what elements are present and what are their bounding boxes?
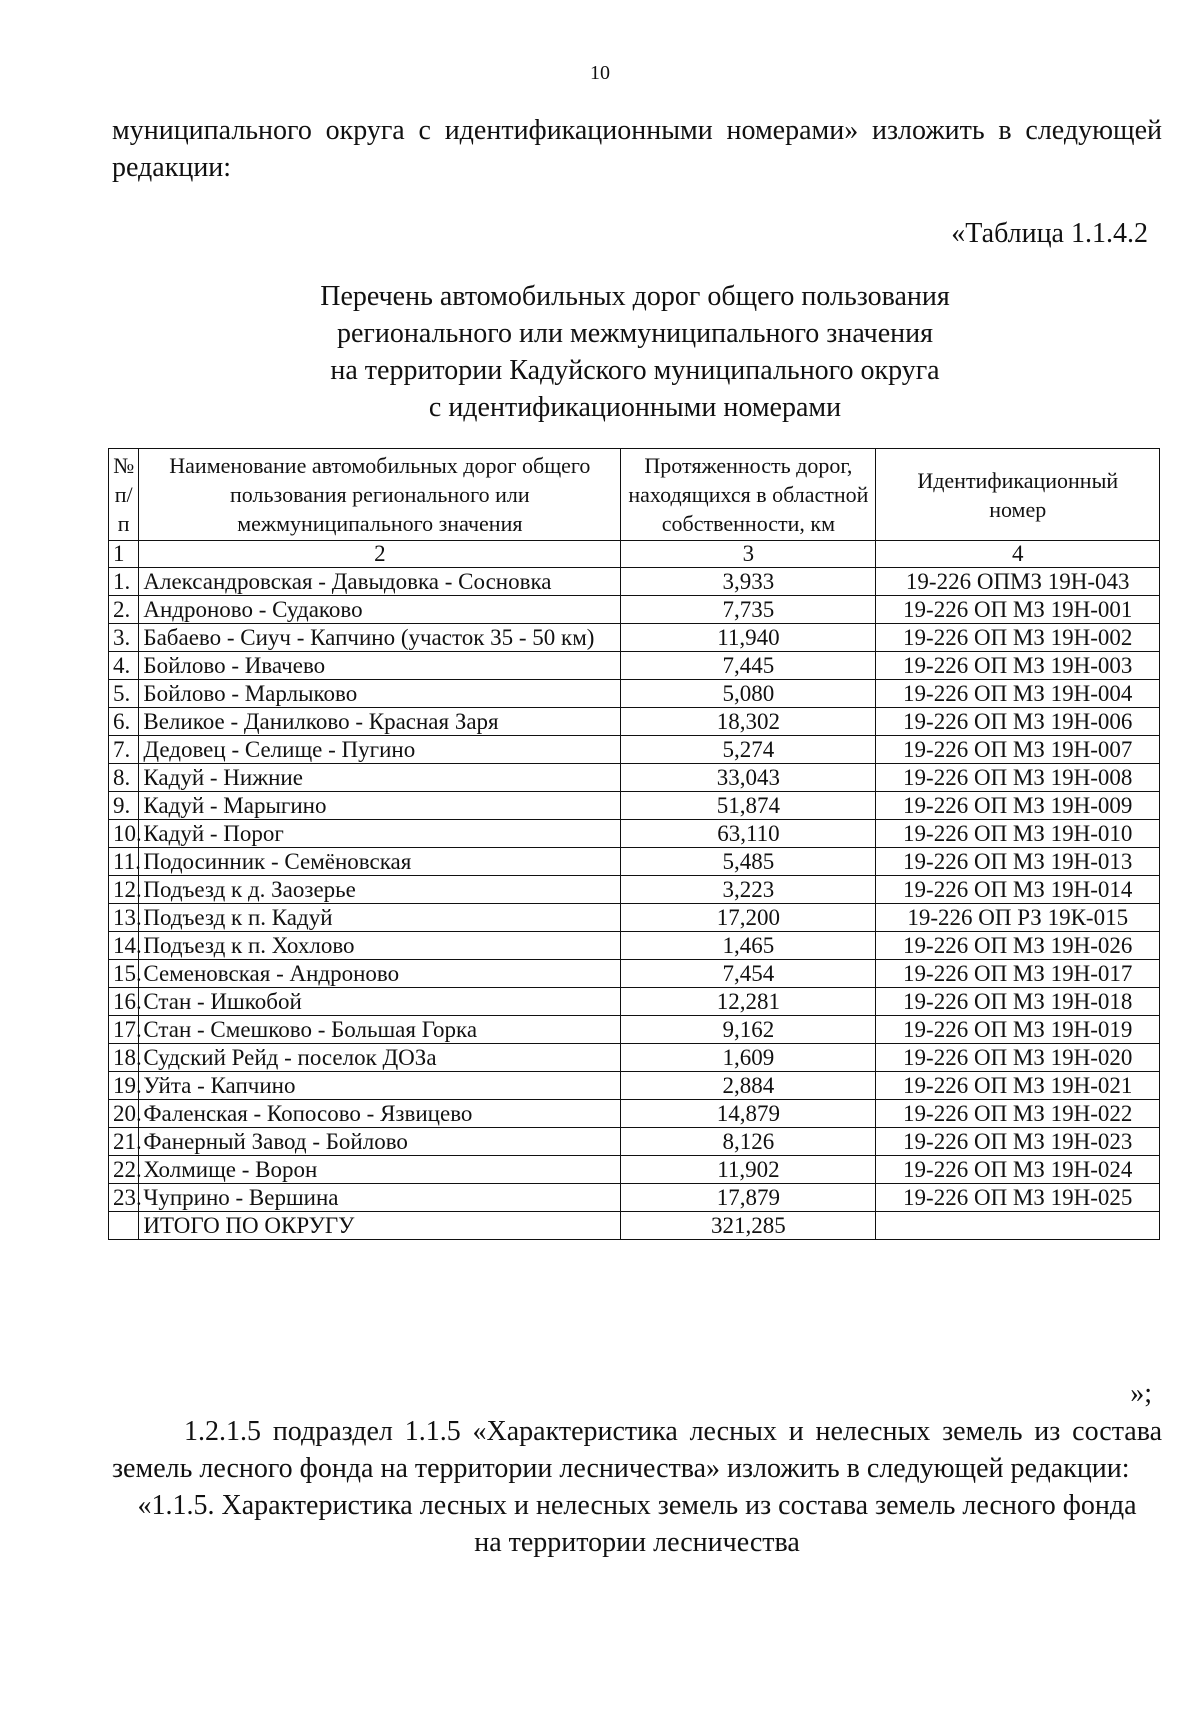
table-row [109, 932, 1160, 960]
total-row [109, 1212, 1160, 1240]
table-title-line: на территории Кадуйского муниципального округа [330, 355, 940, 386]
header-name: Наименование автомобильных дорог общего пользования регионального или межмуниципального значения [139, 449, 621, 541]
row-number: 8. [109, 764, 139, 792]
road-id: 19-226 ОП МЗ 19Н-014 [876, 876, 1160, 904]
row-number: 10. [109, 820, 139, 848]
table-row [109, 624, 1160, 652]
row-number: 19. [109, 1072, 139, 1100]
table-row [109, 1128, 1160, 1156]
road-length: 1,465 [621, 932, 876, 960]
road-length: 2,884 [621, 1072, 876, 1100]
road-length: 14,879 [621, 1100, 876, 1128]
table-row [109, 708, 1160, 736]
row-number: 13. [109, 904, 139, 932]
road-length: 7,454 [621, 960, 876, 988]
road-name: Дедовец - Селище - Пугино [139, 736, 621, 764]
road-name: Чуприно - Вершина [139, 1184, 621, 1212]
road-id: 19-226 ОП МЗ 19Н-002 [876, 624, 1160, 652]
column-number: 4 [876, 541, 1160, 568]
row-number: 22. [109, 1156, 139, 1184]
road-id: 19-226 ОП МЗ 19Н-003 [876, 652, 1160, 680]
road-name: Андроново - Судаково [139, 596, 621, 624]
road-length: 18,302 [621, 708, 876, 736]
section-heading [112, 1487, 1162, 1561]
road-id: 19-226 ОП МЗ 19Н-024 [876, 1156, 1160, 1184]
road-id: 19-226 ОП МЗ 19Н-004 [876, 680, 1160, 708]
road-id: 19-226 ОП МЗ 19Н-010 [876, 820, 1160, 848]
road-name: Судский Рейд - поселок ДОЗа [139, 1044, 621, 1072]
road-length: 5,485 [621, 848, 876, 876]
row-number: 14. [109, 932, 139, 960]
table-row [109, 1072, 1160, 1100]
road-length: 5,274 [621, 736, 876, 764]
road-name: Фанерный Завод - Бойлово [139, 1128, 621, 1156]
road-id: 19-226 ОП МЗ 19Н-025 [876, 1184, 1160, 1212]
road-name: Холмище - Ворон [139, 1156, 621, 1184]
page-number: 10 [590, 62, 610, 84]
column-number: 3 [621, 541, 876, 568]
road-id: 19-226 ОП МЗ 19Н-021 [876, 1072, 1160, 1100]
road-length: 11,940 [621, 624, 876, 652]
table-row [109, 1156, 1160, 1184]
road-id: 19-226 ОП МЗ 19Н-007 [876, 736, 1160, 764]
row-number: 12. [109, 876, 139, 904]
row-number: 9. [109, 792, 139, 820]
road-id: 19-226 ОП МЗ 19Н-009 [876, 792, 1160, 820]
road-name: Семеновская - Андроново [139, 960, 621, 988]
road-name: Подосинник - Семёновская [139, 848, 621, 876]
road-name: Александровская - Давыдовка - Сосновка [139, 568, 621, 596]
table-row [109, 652, 1160, 680]
road-name: Подъезд к п. Хохлово [139, 932, 621, 960]
header-id: Идентификационный номер [876, 449, 1160, 541]
road-id: 19-226 ОП РЗ 19К-015 [876, 904, 1160, 932]
road-name: Подъезд к д. Заозерье [139, 876, 621, 904]
road-name: Фаленская - Копосово - Язвицево [139, 1100, 621, 1128]
table-row [109, 680, 1160, 708]
row-number: 1. [109, 568, 139, 596]
roads-table [108, 448, 1160, 1240]
total-id-cell [876, 1212, 1160, 1240]
road-length: 1,609 [621, 1044, 876, 1072]
column-number: 2 [139, 541, 621, 568]
road-length: 5,080 [621, 680, 876, 708]
road-name: Кадуй - Нижние [139, 764, 621, 792]
table-row [109, 1044, 1160, 1072]
road-length: 12,281 [621, 988, 876, 1016]
row-number: 4. [109, 652, 139, 680]
column-number-row [109, 541, 1160, 568]
row-number: 7. [109, 736, 139, 764]
table-label: «Таблица 1.1.4.2 [951, 218, 1148, 249]
road-id: 19-226 ОП МЗ 19Н-019 [876, 1016, 1160, 1044]
row-number: 2. [109, 596, 139, 624]
road-length: 17,879 [621, 1184, 876, 1212]
road-id: 19-226 ОП МЗ 19Н-017 [876, 960, 1160, 988]
table-row [109, 1016, 1160, 1044]
total-num-cell [109, 1212, 139, 1240]
header-length: Протяженность дорог, находящихся в областной собственности, км [621, 449, 876, 541]
road-name: Уйта - Капчино [139, 1072, 621, 1100]
table-row [109, 764, 1160, 792]
road-name: Бойлово - Марлыково [139, 680, 621, 708]
row-number: 11. [109, 848, 139, 876]
row-number: 18. [109, 1044, 139, 1072]
table-row [109, 960, 1160, 988]
amendment-paragraph [112, 1413, 1162, 1487]
table-header-row [109, 449, 1160, 541]
table-row [109, 792, 1160, 820]
table-row [109, 1100, 1160, 1128]
road-id: 19-226 ОП МЗ 19Н-022 [876, 1100, 1160, 1128]
section-heading-line: «1.1.5. Характеристика лесных и нелесных земель из состава земель лесного фонда [137, 1490, 1137, 1521]
table-row [109, 904, 1160, 932]
row-number: 6. [109, 708, 139, 736]
table-title-line: Перечень автомобильных дорог общего пользования [320, 281, 950, 312]
road-length: 3,933 [621, 568, 876, 596]
road-length: 7,445 [621, 652, 876, 680]
section-heading-line: на территории лесничества [474, 1527, 800, 1558]
paragraph-text: 1.2.1.5 подраздел 1.1.5 «Характеристика лесных и нелесных земель из состава земель лесного фонда на территории лесничества» изложить в следующей редакции: [112, 1416, 1162, 1484]
total-length: 321,285 [621, 1212, 876, 1240]
row-number: 15. [109, 960, 139, 988]
road-name: Подъезд к п. Кадуй [139, 904, 621, 932]
road-id: 19-226 ОП МЗ 19Н-013 [876, 848, 1160, 876]
table-row [109, 568, 1160, 596]
road-length: 33,043 [621, 764, 876, 792]
road-id: 19-226 ОП МЗ 19Н-001 [876, 596, 1160, 624]
road-length: 9,162 [621, 1016, 876, 1044]
intro-paragraph: муниципального округа с идентификационными номерами» изложить в следующей редакции: [112, 115, 1162, 183]
road-name: Кадуй - Порог [139, 820, 621, 848]
road-length: 3,223 [621, 876, 876, 904]
road-name: Бойлово - Ивачево [139, 652, 621, 680]
row-number: 20. [109, 1100, 139, 1128]
road-name: Стан - Смешково - Большая Горка [139, 1016, 621, 1044]
table-title-line: регионального или межмуниципального значения [336, 318, 934, 349]
table-title-line: с идентификационными номерами [428, 392, 842, 423]
road-length: 8,126 [621, 1128, 876, 1156]
road-id: 19-226 ОП МЗ 19Н-020 [876, 1044, 1160, 1072]
table-title [0, 278, 1200, 426]
road-id: 19-226 ОП МЗ 19Н-026 [876, 932, 1160, 960]
row-number: 16. [109, 988, 139, 1016]
road-length: 11,902 [621, 1156, 876, 1184]
header-num: № п/п [109, 449, 139, 541]
table-row [109, 988, 1160, 1016]
column-number: 1 [109, 541, 139, 568]
road-length: 51,874 [621, 792, 876, 820]
table-row [109, 596, 1160, 624]
road-name: Бабаево - Сиуч - Капчино (участок 35 - 50 км) [139, 624, 621, 652]
road-name: Стан - Ишкобой [139, 988, 621, 1016]
table-row [109, 848, 1160, 876]
closing-quote: »; [1130, 1378, 1152, 1409]
road-id: 19-226 ОП МЗ 19Н-023 [876, 1128, 1160, 1156]
row-number: 3. [109, 624, 139, 652]
road-length: 17,200 [621, 904, 876, 932]
road-id: 19-226 ОП МЗ 19Н-006 [876, 708, 1160, 736]
row-number: 21. [109, 1128, 139, 1156]
table-row [109, 820, 1160, 848]
road-id: 19-226 ОПМЗ 19Н-043 [876, 568, 1160, 596]
road-length: 63,110 [621, 820, 876, 848]
road-length: 7,735 [621, 596, 876, 624]
table-body [109, 568, 1160, 1212]
row-number: 23. [109, 1184, 139, 1212]
table-row [109, 1184, 1160, 1212]
road-id: 19-226 ОП МЗ 19Н-018 [876, 988, 1160, 1016]
road-id: 19-226 ОП МЗ 19Н-008 [876, 764, 1160, 792]
road-name: Великое - Данилково - Красная Заря [139, 708, 621, 736]
row-number: 17. [109, 1016, 139, 1044]
road-name: Кадуй - Марыгино [139, 792, 621, 820]
row-number: 5. [109, 680, 139, 708]
table-row [109, 736, 1160, 764]
total-label: ИТОГО ПО ОКРУГУ [139, 1212, 621, 1240]
table-row [109, 876, 1160, 904]
